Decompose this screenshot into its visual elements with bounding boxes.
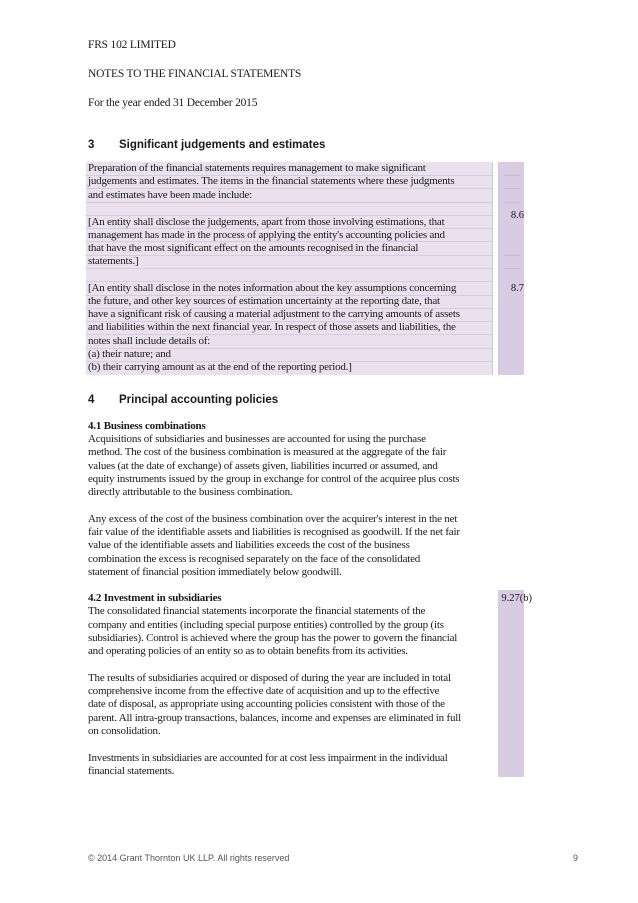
paragraph-line: Any excess of the cost of the business combination over the acquirer's interest in the net [88, 513, 458, 525]
reference-9-27b: 9.27(b) [501, 593, 532, 604]
table-line: judgements and estimates. The items in the financial statements where these judgments [88, 175, 455, 187]
row-rule [86, 202, 492, 203]
section-3-title: Significant judgements and estimates [119, 139, 326, 151]
ref-rule [504, 268, 520, 269]
table-line: notes shall include details of: [88, 335, 211, 347]
section-4-heading [88, 394, 278, 406]
paragraph-line: The consolidated financial statements incorporate the financial statements of the [88, 605, 426, 617]
table-line: [An entity shall disclose the judgements, apart from those involving estimations, that [88, 216, 445, 228]
judgements-table [86, 162, 524, 375]
table-line: management has made in the process of applying the entity's accounting policies and [88, 229, 445, 241]
paragraph-line: combination the excess is recognised separately on the face of the consolidated [88, 553, 421, 565]
paragraph-line: Acquisitions of subsidiaries and businesses are accounted for using the purchase [88, 433, 426, 445]
table-line: statements.] [88, 255, 139, 267]
ref-rule [504, 202, 520, 203]
paragraph-line: company and entities (including special purpose entities) controlled by the group (its [88, 619, 444, 631]
paragraph-line: financial statements. [88, 765, 175, 777]
table-line: have a significant risk of causing a material adjustment to the carrying amounts of assets [88, 308, 460, 320]
reference-8-6: 8.6 [510, 210, 524, 221]
ref-rule [504, 175, 520, 176]
table-line: (a) their nature; and [88, 348, 171, 360]
section-4-title: Principal accounting policies [119, 394, 279, 406]
table-line: the future, and other key sources of estimation uncertainty at the reporting date, that [88, 295, 440, 307]
paragraph-line: equity instruments issued by the group in exchange for control of the acquiree plus costs [88, 473, 460, 485]
page-number: 9 [572, 853, 578, 863]
paragraph-line: on consolidation. [88, 725, 161, 737]
table-line: (b) their carrying amount as at the end of the reporting period.] [88, 361, 352, 373]
paragraph-line: values (at the date of exchange) of assets given, liabilities incurred or assumed, and [88, 460, 438, 472]
table-line: Preparation of the financial statements requires management to make significant [88, 162, 426, 174]
paragraph-line: date of disposal, as appropriate using accounting policies consistent with those of the [88, 698, 445, 710]
ref-rule [504, 255, 520, 256]
paragraph-line: The results of subsidiaries acquired or disposed of during the year are included in total [88, 672, 451, 684]
table-line: and liabilities within the next financial year. In respect of those assets and liabilities, the [88, 321, 456, 333]
subsection-4-2-heading: 4.2 Investment in subsidiaries [88, 592, 222, 604]
paragraph-line: directly attributable to the business combination. [88, 486, 293, 498]
row-rule [86, 268, 492, 269]
subsection-4-1-heading: 4.1 Business combinations [88, 420, 206, 432]
footer-copyright: © 2014 Grant Thornton UK LLP. All rights reserved [88, 853, 290, 863]
paragraph-line: value of the identifiable assets and liabilities exceeds the cost of the business [88, 539, 410, 551]
section-3-number: 3 [88, 139, 95, 151]
table-line: and estimates have been made include: [88, 189, 252, 201]
notes-title: NOTES TO THE FINANCIAL STATEMENTS [88, 68, 302, 80]
table-line: [An entity shall disclose in the notes information about the key assumptions concerning [88, 282, 457, 294]
period-line: For the year ended 31 December 2015 [88, 97, 258, 109]
table-divider [492, 162, 493, 375]
paragraph-line: parent. All intra-group transactions, balances, income and expenses are eliminated in full [88, 712, 461, 724]
table-divider [498, 162, 499, 375]
paragraph-line: method. The cost of the business combination is measured at the aggregate of the fair [88, 446, 447, 458]
paragraph-line: Investments in subsidiaries are accounted for at cost less impairment in the individual [88, 752, 448, 764]
paragraph-line: comprehensive income from the effective date of acquisition and up to the effective [88, 685, 440, 697]
paragraph-line: fair value of the identifiable assets and liabilities is recognised as goodwill. If the net fair [88, 526, 460, 538]
company-name: FRS 102 LIMITED [88, 39, 176, 51]
paragraph-line: statement of financial position immediately below goodwill. [88, 566, 342, 578]
reference-shade [498, 590, 524, 777]
paragraph-line: subsidiaries). Control is achieved where the group has the power to govern the financial [88, 632, 458, 644]
reference-8-7: 8.7 [510, 283, 524, 294]
ref-rule [504, 188, 520, 189]
table-line: that have the most significant effect on the amounts recognised in the financial [88, 242, 419, 254]
section-3-heading [88, 139, 325, 151]
section-4-number: 4 [88, 394, 95, 406]
paragraph-line: and operating policies of an entity so as to obtain benefits from its activities. [88, 645, 408, 657]
